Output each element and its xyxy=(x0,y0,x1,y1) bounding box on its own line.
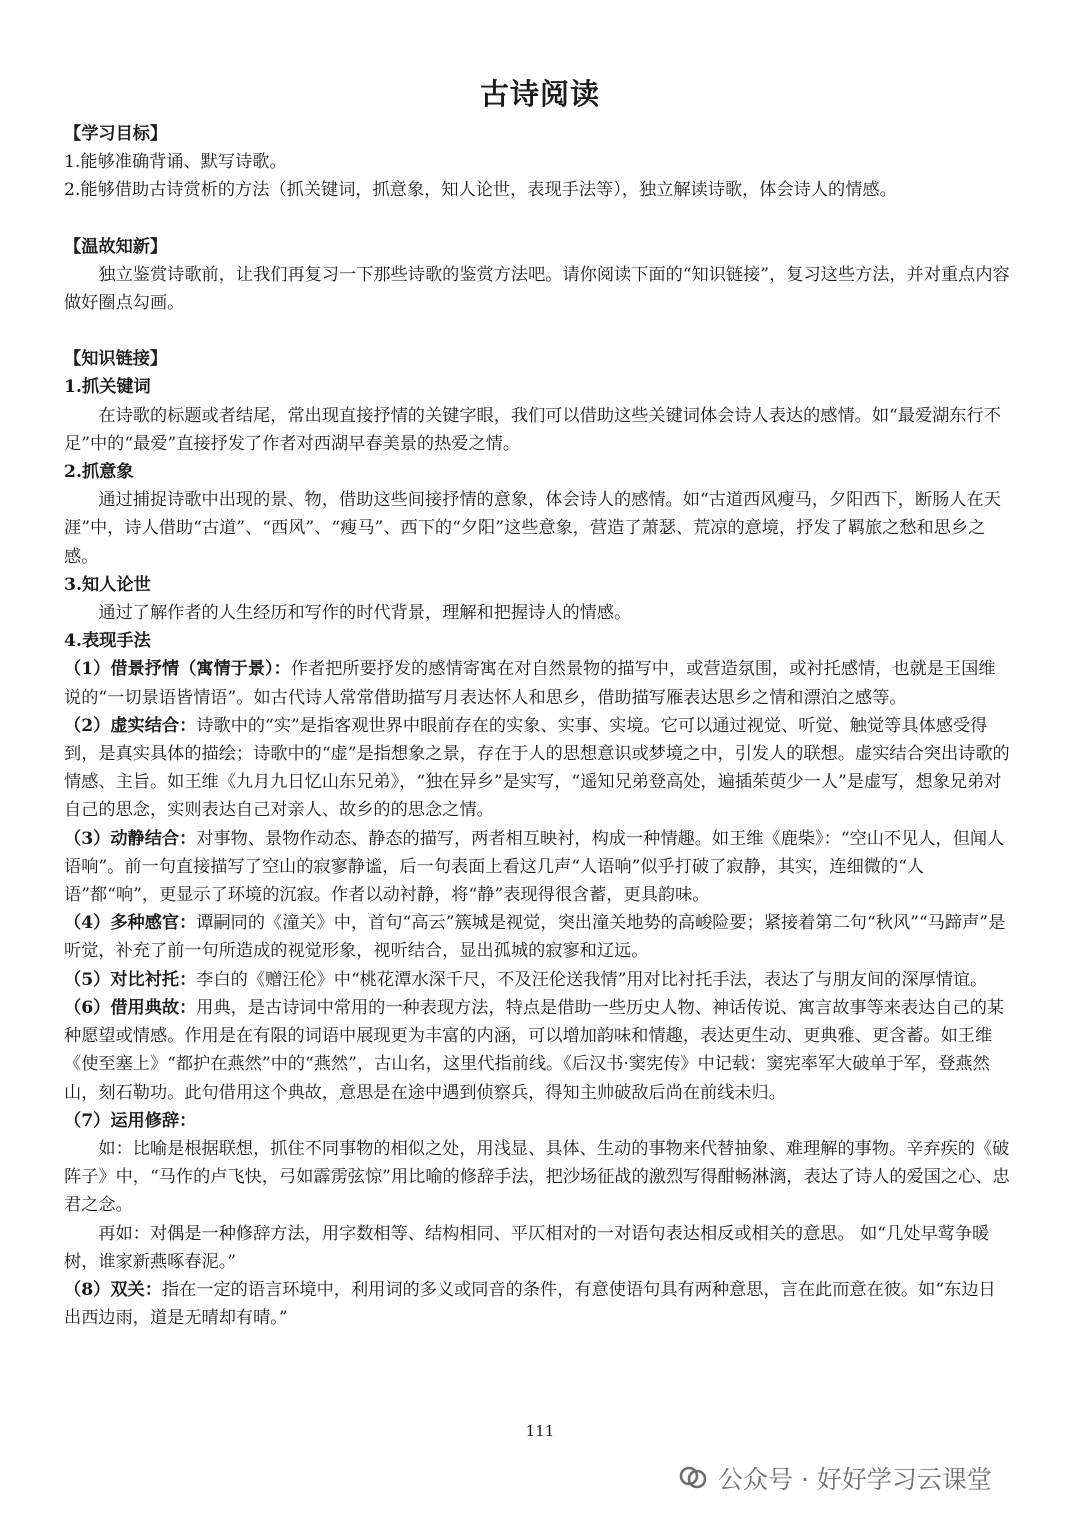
objectives-section xyxy=(64,120,1012,205)
technique-label: （1）借景抒情（寓情于景）： xyxy=(64,659,291,680)
technique-real-virtual xyxy=(64,712,1012,825)
method-title-context: 3.知人论世 xyxy=(64,574,151,595)
review-section xyxy=(64,233,1012,318)
technique-label: （2）虚实结合： xyxy=(64,715,197,736)
technique-contrast xyxy=(64,966,1012,994)
technique-text: 诗歌中的“实”是指客观世界中眼前存在的实象、实事、实境。它可以通过视觉、听觉、触觉等具体感受得到，是真实具体的描绘；诗歌中的“虚”是指想象之景，存在于人的思想意识或梦境之中，引发人的联想。虚实结合突出诗歌的情感、主旨。如王维《九月九日忆山东兄弟》，“独在异乡”是实写，“遥知兄弟登高处，遍插茱萸少一人”是虚写，想象兄弟对自己的思念，实则表达自己对亲人、故乡的的思念之情。 xyxy=(64,715,1010,821)
watermark xyxy=(678,1458,1058,1498)
technique-text: 谭嗣同的《潼关》中，首句“高云”簇城是视觉，突出潼关地势的高峻险要；紧接着第二句“秋风”“马蹄声”是听觉，补充了前一句所造成的视觉形象，视听结合，显出孤城的寂寥和辽远。 xyxy=(64,913,1006,962)
technique-text: 对事物、景物作动态、静态的描写，两者相互映衬，构成一种情趣。如王维《鹿柴》：“空山不见人，但闻人语响”。前一句直接描写了空山的寂寥静谧，后一句表面上看这几声“人语响”似乎打破了寂静，其实，连细微的“人语”都“响”，更显示了环境的沉寂。作者以动衬静，将“静”表现得很含蓄，更具韵味。 xyxy=(64,828,1005,906)
technique-text: 指在一定的语言环境中，利用词的多义或同音的条件，有意使语句具有两种意思，言在此而意在彼。如“东边日出西边雨，道是无晴却有晴。” xyxy=(64,1279,996,1329)
technique-label: （4）多种感官： xyxy=(64,913,197,934)
method-text-context: 通过了解作者的人生经历和写作的时代背景，理解和把握诗人的情感。 xyxy=(98,603,632,624)
objective-item: 1.能够准确背诵、默写诗歌。 xyxy=(64,152,287,173)
technique-text: 李白的《赠汪伦》中“桃花潭水深千尺，不及汪伦送我情”用对比衬托手法，表达了与朋友间的深厚情谊。 xyxy=(196,969,988,990)
method-title-imagery: 2.抓意象 xyxy=(64,462,134,483)
technique-motion-stillness xyxy=(64,825,1012,910)
technique-rhetoric-text: 再如：对偶是一种修辞方法，用字数相等、结构相同、平仄相对的一对语句表达相反或相关的意思。 如“几处早莺争暖树，谁家新燕啄春泥。” xyxy=(64,1223,990,1272)
review-text: 独立鉴赏诗歌前，让我们再复习一下那些诗歌的鉴赏方法吧。请你阅读下面的“知识链接”，复习这些方法，并对重点内容做好圈点勾画。 xyxy=(64,264,1010,314)
technique-label: （8）双关： xyxy=(64,1279,162,1300)
method-text-imagery: 通过捕捉诗歌中出现的景、物，借助这些间接抒情的意象，体会诗人的感情。如“古道西风瘦马，夕阳西下，断肠人在天涯”中，诗人借助“古道”、“西风”、“瘦马”、西下的“夕阳”这些意象，营造了萧瑟、荒凉的意境，抒发了羁旅之愁和思乡之感。 xyxy=(64,490,1001,567)
wechat-official-account-icon xyxy=(678,1463,708,1493)
technique-label: （6）借用典故： xyxy=(64,997,197,1018)
technique-text: 用典，是古诗词中常用的一种表现方法，特点是借助一些历史人物、神话传说、寓言故事等来表达自己的某种愿望或情感。作用是在有限的词语中展现更为丰富的内涵，可以增加韵味和情趣，表达更生动、更典雅、更含蓄。如王维《使至塞上》“都护在燕然”中的“燕然”，古山名，这里代指前线。《后汉书·窦宪传》中记载：窦宪率军大破单于军，登燕然山，刻石勒功。此句借用这个典故，意思是在途中遇到侦察兵，得知主帅破敌后尚在前线未归。 xyxy=(64,997,1005,1103)
page-number: 111 xyxy=(525,1422,555,1440)
review-heading: 【温故知新】 xyxy=(64,236,168,257)
technique-scene-emotion xyxy=(64,655,1012,711)
page-title: 古诗阅读 xyxy=(479,77,600,111)
technique-rhetoric-text: 如：比喻是根据联想，抓住不同事物的相似之处，用浅显、具体、生动的事物来代替抽象、难理解的事物。辛弃疾的《破阵子》中，“马作的卢飞快，弓如霹雳弦惊”用比喻的修辞手法，把沙场征战的激烈写得酣畅淋漓，表达了诗人的爱国之心、忠君之念。 xyxy=(64,1138,1010,1216)
method-title-keywords: 1.抓关键词 xyxy=(64,377,151,398)
technique-label: （5）对比衬托： xyxy=(64,969,197,990)
technique-text: 作者把所要抒发的感情寄寓在对自然景物的描写中，或营造氛围，或衬托感情，也就是王国维说的“一切景语皆情语”。如古代诗人常常借助描写月表达怀人和思乡，借助描写雁表达思乡之情和漂泊之感等。 xyxy=(64,659,996,708)
technique-rhetoric-label: （7）运用修辞： xyxy=(64,1110,197,1131)
technique-label: （3）动静结合： xyxy=(64,828,197,849)
knowledge-section xyxy=(64,345,1012,1332)
objective-item: 2.能够借助古诗赏析的方法（抓关键词，抓意象，知人论世，表现手法等），独立解读诗歌，体会诗人的情感。 xyxy=(64,180,897,201)
technique-pun xyxy=(64,1276,1012,1332)
technique-allusion xyxy=(64,994,1012,1107)
watermark-text: 公众号 · 好好学习云课堂 xyxy=(718,1465,992,1494)
page-content xyxy=(64,120,1012,1332)
method-text-keywords: 在诗歌的标题或者结尾，常出现直接抒情的关键字眼，我们可以借助这些关键词体会诗人表达的感情。如“最爱湖东行不足”中的“最爱”直接抒发了作者对西湖早春美景的热爱之情。 xyxy=(64,405,1001,454)
method-title-techniques: 4.表现手法 xyxy=(64,631,151,652)
technique-senses xyxy=(64,909,1012,965)
knowledge-heading: 【知识链接】 xyxy=(64,349,168,370)
objectives-heading: 【学习目标】 xyxy=(64,124,168,144)
